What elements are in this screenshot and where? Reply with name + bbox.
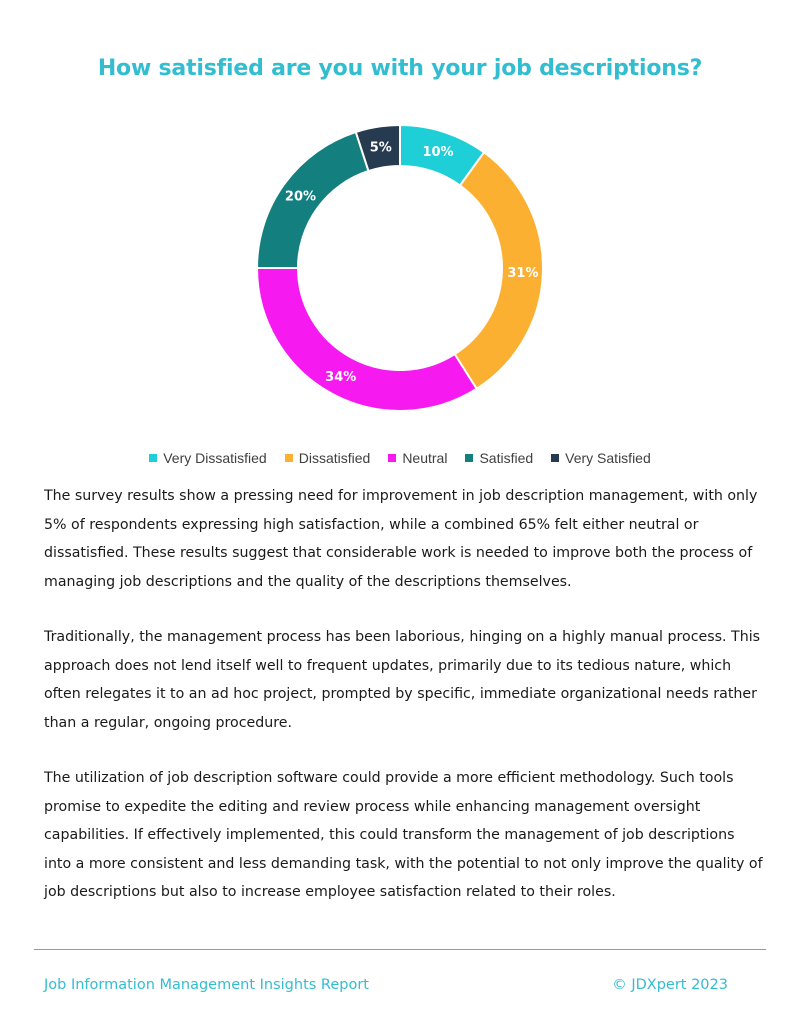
legend-swatch [285,454,293,462]
slice-neutral [257,268,477,411]
donut-chart [250,118,550,418]
legend-swatch [465,454,473,462]
paragraph-2: Traditionally, the management process has been laborious, hinging on a highly manual process. This approach does not lend itself well to frequent updates, primarily due to its tedious nature, which often relegates it to an ad hoc project, prompted by specific, immediate organizational needs rather than a regular, ongoing procedure. [44,629,761,731]
chart-legend [0,450,800,466]
slice-label-dissatisfied: 31% [507,265,539,281]
slice-label-very-satisfied: 5% [369,140,392,156]
slice-label-very-dissatisfied: 10% [422,145,454,161]
slice-label-neutral: 34% [325,369,357,385]
paragraph-3: The utilization of job description software could provide a more efficient methodology. Such tools promise to expedite the editing and review process while enhancing management oversight capabilities. If effectively implemented, this could transform the management of job descriptions into a more consistent and less demanding task, with the potential to not only improve the quality of job descriptions but also to increase employee satisfaction related to their roles. [44,770,763,900]
body-text [44,482,764,934]
footer-divider [34,949,766,950]
legend-item-dissatisfied [285,450,371,466]
footer-report-name: Job Information Management Insights Report [44,977,369,993]
legend-label: Neutral [402,450,448,466]
slice-label-satisfied: 20% [284,189,317,205]
legend-item-neutral [388,450,447,466]
legend-label: Very Satisfied [565,450,651,466]
paragraph-1: The survey results show a pressing need for improvement in job description management, with only 5% of respondents expressing high satisfaction, while a combined 65% felt either neutral or dissatisfied. These results suggest that considerable work is needed to improve both the process of managing job descriptions and the quality of the descriptions themselves. [44,488,758,590]
legend-item-very-dissatisfied [149,450,266,466]
legend-label: Dissatisfied [298,450,371,466]
chart-title: How satisfied are you with your job descriptions? [97,56,703,81]
legend-item-satisfied [465,450,533,466]
legend-swatch [149,454,157,462]
legend-label: Satisfied [479,450,534,466]
legend-label: Very Dissatisfied [163,450,267,466]
legend-swatch [551,454,559,462]
legend-item-very-satisfied [551,450,651,466]
legend-swatch [388,454,396,462]
footer-copyright: © JDXpert 2023 [612,977,728,993]
